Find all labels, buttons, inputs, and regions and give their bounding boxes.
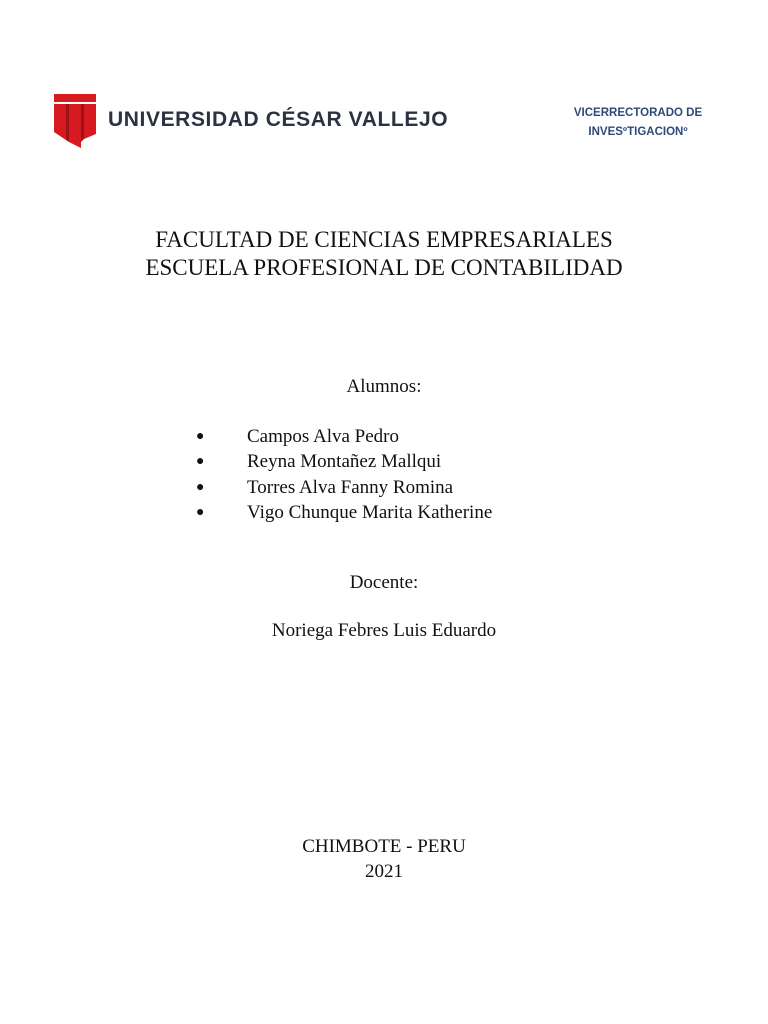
bullet-icon: ● — [196, 479, 205, 495]
vicerrectorado-line-1: VICERRECTORADO DE — [573, 107, 703, 119]
teacher-name: Noriega Febres Luis Eduardo — [271, 620, 497, 641]
students-list — [190, 424, 492, 526]
list-item — [190, 501, 492, 527]
document-footer — [0, 834, 768, 884]
vicerrectorado-label — [548, 104, 728, 142]
university-name: UNIVERSIDAD CÉSAR VALLEJO — [108, 108, 449, 131]
student-name: Campos Alva Pedro — [247, 425, 399, 447]
ucv-shield-icon — [52, 92, 98, 148]
student-name: Reyna Montañez Mallqui — [247, 451, 442, 473]
list-item — [190, 475, 492, 501]
student-name: Torres Alva Fanny Romina — [247, 476, 454, 498]
bullet-icon: ● — [196, 428, 205, 444]
school-title: ESCUELA PROFESIONAL DE CONTABILIDAD — [145, 255, 623, 280]
bullet-icon: ● — [196, 505, 205, 521]
teacher-label: Docente: — [349, 572, 419, 593]
faculty-title: FACULTAD DE CIENCIAS EMPRESARIALES — [155, 227, 613, 252]
students-label: Alumnos: — [346, 376, 422, 397]
document-header — [0, 0, 768, 160]
vicerrectorado-line-2: INVESºTIGACIONº — [588, 126, 688, 138]
university-logo — [52, 92, 448, 148]
footer-year: 2021 — [365, 861, 403, 882]
list-item — [190, 450, 492, 476]
document-title — [0, 226, 768, 282]
student-name: Vigo Chunque Marita Katherine — [247, 502, 493, 524]
list-item — [190, 424, 492, 450]
bullet-icon: ● — [196, 454, 205, 470]
footer-place: CHIMBOTE - PERU — [302, 836, 466, 857]
